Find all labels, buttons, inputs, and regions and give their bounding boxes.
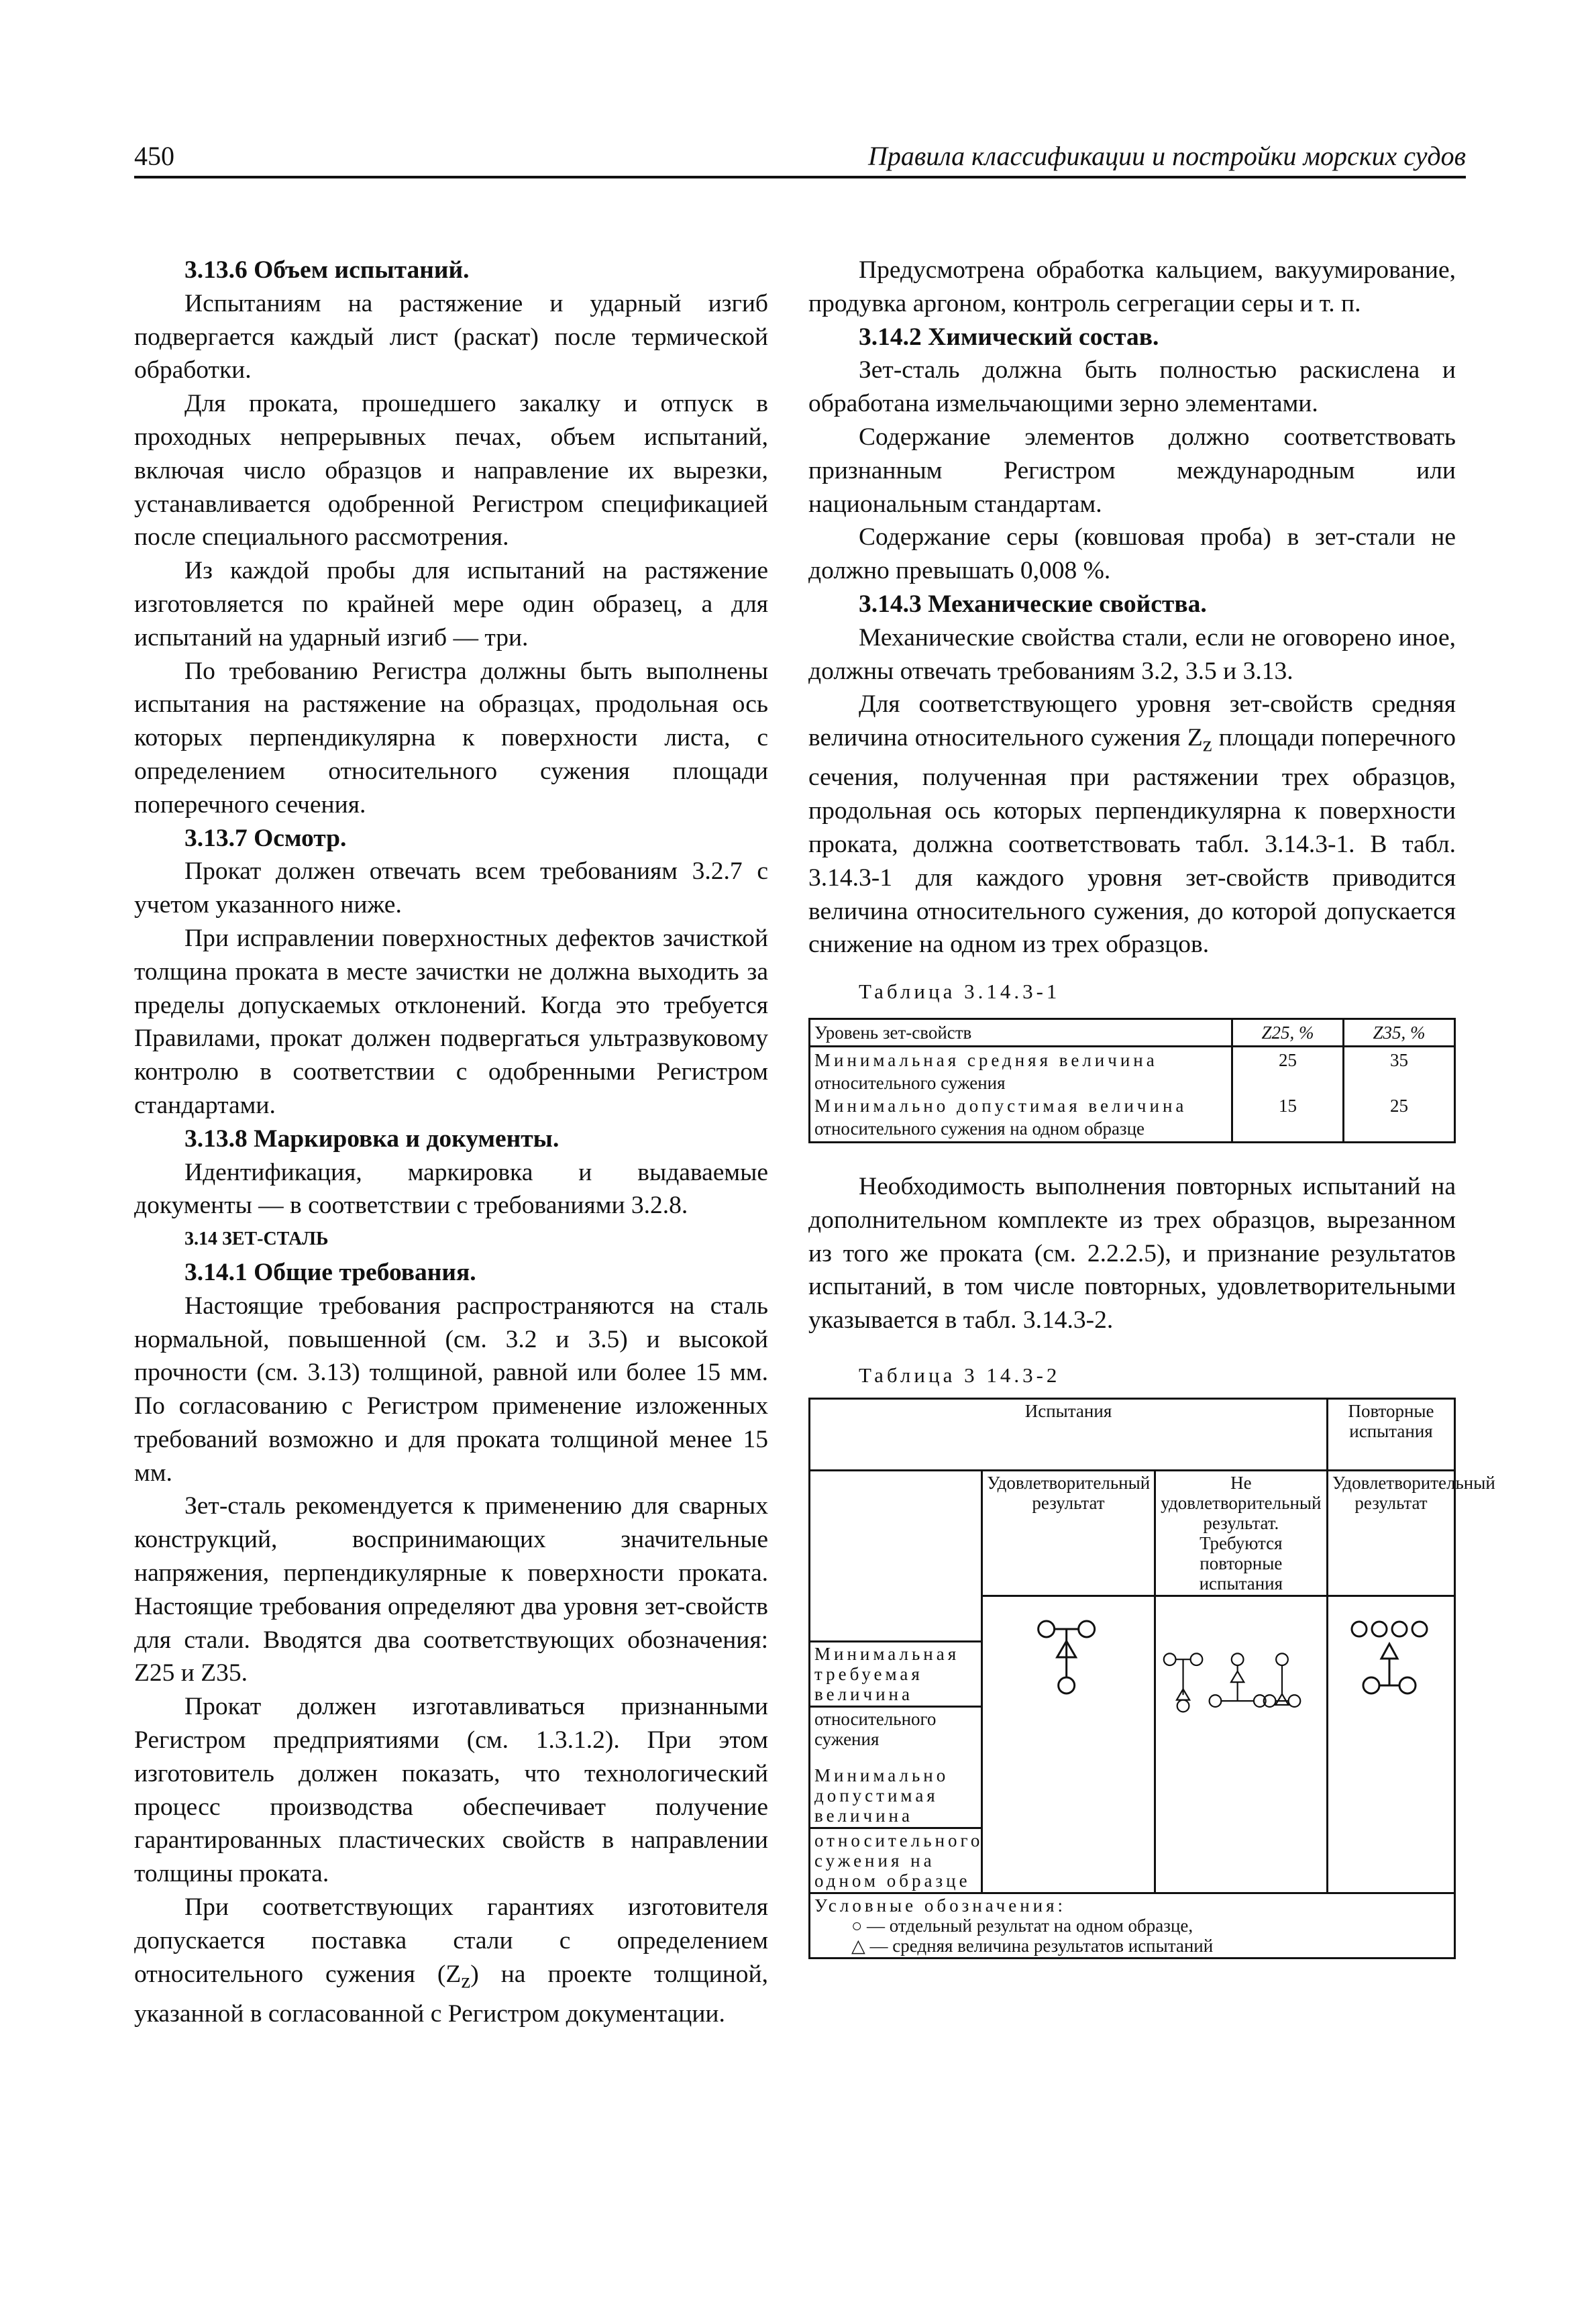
paragraph: Настоящие требования распространяются на сталь нормальной, повышенной (см. 3.2 и 3.5) и высокой прочности (см. 3.13) толщиной, равной или более 15 мм. По согласованию с Регистром применение изложенных требований возможно и для проката толщиной менее 15 мм. xyxy=(134,1292,768,1487)
paragraph: Для соответствующего уровня зет-свойств средняя величина относительного сужения $Z_z$ площади поперечного сечения, полученная при растяжении трех образцов, продольная ось которых перпендикулярна к поверхности проката, должна соответствовать табл. 3.14.3-1. В табл. 3.14.3-1 для каждого уровня зет-свойств приводится величина относительного сужения, до которой допускается снижение на одном из трех образцов. xyxy=(808,690,1456,959)
paragraph: Зет-сталь должна быть полностью раскислена и обработана измельчающими зерно элементами. xyxy=(808,356,1456,418)
paragraph: Механические свойства стали, если не оговорено иное, должны отвечать требованиям 3.2, 3.5 и 3.13. xyxy=(808,623,1456,685)
paragraph: Необходимость выполнения повторных испытаний на дополнительном комплекте из трех образцов, вырезанном из того же проката (см. 2.2.2.5), и признание результатов испытаний, в том числе повторных, удовлетворительными указывается в табл. 3.14.3-2. xyxy=(808,1173,1456,1335)
left-column xyxy=(134,254,768,2031)
table-header-cell: Z35, % xyxy=(1344,1019,1455,1047)
right-column xyxy=(808,254,1495,1959)
diagram-retest xyxy=(1328,1596,1455,1893)
paragraph: Прокат должен изготавливаться признанными Регистром предприятиями (см. 1.3.1.2). При этом изготовитель должен показать, что технологический процесс производства обеспечивает получение гарантированных пластических свойств в направлении толщины проката. xyxy=(134,1693,768,1888)
diagram-unsatisfactory xyxy=(1155,1596,1327,1893)
paragraph: Из каждой пробы для испытаний на растяжение изготовляется по крайней мере один образец, а для испытаний на ударный изгиб — три. xyxy=(134,557,768,651)
paragraph: При исправлении поверхностных дефектов зачисткой толщина проката в месте зачистки не должна выходить за пределы допускаемых отклонений. Когда это требуется Правилами, прокат должен подвергаться ультразвуковому контролю в соответствии с одобренными Регистром стандартами. xyxy=(134,924,768,1119)
table-cell: Минимальная средняя величина относительного сужения Минимально допустимая величина относительного сужения на одном образце xyxy=(810,1047,1232,1143)
page-header xyxy=(134,134,1466,178)
paragraph: По требованию Регистра должны быть выполнены испытания на растяжение на образцах, продольная ось которых перпендикулярна к поверхности листа, с определением относительного сужения площади поперечного сечения. xyxy=(134,657,768,819)
paragraph: Прокат должен отвечать всем требованиям 3.2.7 с учетом указанного ниже. xyxy=(134,857,768,919)
table-cell: 35 25 xyxy=(1344,1047,1455,1143)
paragraph: Содержание серы (ковшовая проба) в зет-стали не должно превышать 0,008 %. xyxy=(808,523,1456,585)
section-heading: 3.13.8 Маркировка и документы. xyxy=(184,1125,560,1153)
table-caption: Таблица 3.14.3-1 xyxy=(859,980,1061,1004)
table-z-properties xyxy=(808,1018,1456,1143)
paragraph: Испытаниям на растяжение и ударный изгиб подвергается каждый лист (раскат) после термической обработки. xyxy=(134,289,768,384)
table-header-cell: Z25, % xyxy=(1232,1019,1344,1047)
table-header-cell: Не удовлетворительный результат. Требуются повторные испытания xyxy=(1155,1470,1327,1596)
section-heading: 3.14.2 Химический состав. xyxy=(859,323,1159,351)
table-header-cell: Удовлетворительный результат xyxy=(982,1470,1155,1596)
running-title: Правила классификации и постройки морских судов xyxy=(867,141,1466,171)
chapter-title: 3.14 ЗЕТ-СТАЛЬ xyxy=(184,1229,329,1250)
diagram-satisfactory xyxy=(982,1596,1155,1893)
section-heading: 3.14.3 Механические свойства. xyxy=(859,590,1207,618)
section-heading: 3.13.6 Объем испытаний. xyxy=(184,256,470,284)
page-number: 450 xyxy=(134,141,174,171)
table-cell: 25 15 xyxy=(1232,1047,1344,1143)
section-heading: 3.14.1 Общие требования. xyxy=(184,1258,476,1286)
table-retests xyxy=(808,1398,1495,1959)
table-legend: Условные обозначения: ○ — отдельный результат на одном образце, △ — средняя величина результатов испытаний xyxy=(810,1893,1455,1958)
section-heading: 3.13.7 Осмотр. xyxy=(184,824,347,852)
paragraph: Идентификация, маркировка и выдаваемые документы — в соответствии с требованиями 3.2.8. xyxy=(134,1158,768,1220)
paragraph: При соответствующих гарантиях изготовителя допускается поставка стали с определением относительного сужения $(Z_z)$ на проекте толщиной, указанной в согласованной с Регистром документации. xyxy=(134,1893,769,2028)
table-caption: Таблица 3 14.3-2 xyxy=(859,1363,1061,1388)
table-header-cell: Уровень зет-свойств xyxy=(810,1019,1232,1047)
table-row-labels: Минимальная требуемая величина относительного сужения Минимально допустимая величина относительного сужения на одном образце xyxy=(810,1470,982,1893)
table-header-cell: Повторные испытания xyxy=(1328,1398,1455,1470)
table-header-cell: Испытания xyxy=(810,1398,1328,1470)
paragraph: Для проката, прошедшего закалку и отпуск в проходных непрерывных печах, объем испытаний, включая число образцов и направление их вырезки, устанавливается одобренной Регистром спецификацией после специального рассмотрения. xyxy=(134,390,768,552)
paragraph: Предусмотрена обработка кальцием, вакуумирование, продувка аргоном, контроль сегрегации серы и т. п. xyxy=(808,256,1456,317)
paragraph: Содержание элементов должно соответствовать признанным Регистром международным или национальным стандартам. xyxy=(808,423,1456,518)
table-header-cell: Удовлетворительный результат xyxy=(1328,1470,1455,1596)
paragraph: Зет-сталь рекомендуется к применению для сварных конструкций, воспринимающих значительные напряжения, перпендикулярные к поверхности проката. Настоящие требования определяют два уровня зет-свойств для стали. Вводятся два соответствующих обозначения: Z25 и Z35. xyxy=(134,1492,768,1687)
